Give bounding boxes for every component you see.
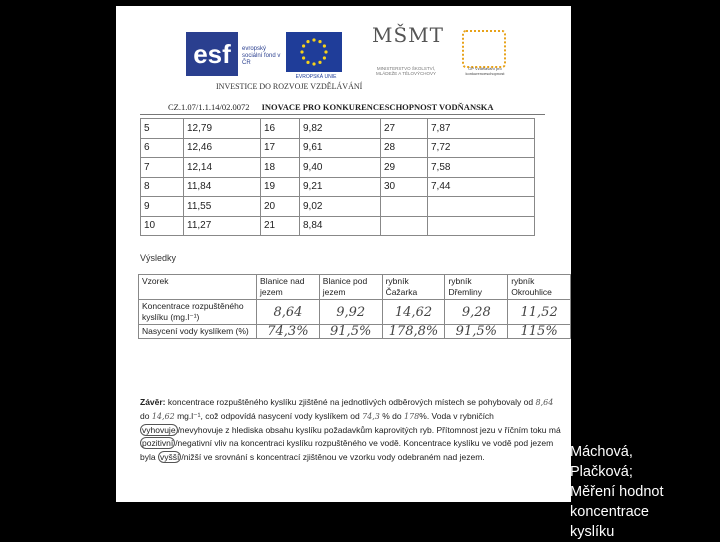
esf-logo: esf: [186, 32, 238, 76]
header-divider: [140, 114, 545, 115]
sample-index-cell: 8: [141, 177, 184, 197]
handwritten-value: 91,5%: [319, 325, 382, 339]
handwritten-value: 14,62: [382, 300, 445, 325]
results-concentration-row: [139, 300, 571, 325]
sample-index-cell: 29: [381, 158, 428, 178]
results-header-cell: Blanice pod jezem: [319, 275, 382, 300]
results-header-cell: Vzorek: [139, 275, 257, 300]
handwritten-value: 91,5%: [445, 325, 508, 339]
msmt-logo-text: MINISTERSTVO ŠKOLSTVÍ, MLÁDEŽE A TĚLOVÝCHOVY: [376, 66, 436, 76]
measurement-row: [141, 158, 535, 178]
sample-index-cell: 20: [261, 197, 300, 217]
sample-index-cell: 27: [381, 119, 428, 139]
conclusion-text: mg.l⁻¹, což odpovídá nasycení vody kyslíkem od: [174, 410, 363, 421]
project-title: INOVACE PRO KONKURENCESCHOPNOST VODŇANSKA: [261, 102, 494, 112]
concentration-cell: 7,87: [428, 119, 535, 139]
eu-logo-text: EVROPSKÁ UNIE: [295, 74, 337, 80]
project-number: CZ.1.07/1.1.14/02.0072: [168, 102, 250, 112]
concentration-cell: 8,84: [300, 216, 381, 236]
sample-index-cell: [381, 197, 428, 217]
handwritten-value: 178,8%: [382, 325, 445, 339]
results-saturation-row: [139, 325, 571, 339]
sample-index-cell: 21: [261, 216, 300, 236]
handwritten-value: 115%: [508, 325, 571, 339]
conclusion-paragraph: [140, 396, 564, 465]
project-line: [168, 102, 494, 112]
results-header-cell: rybník Okrouhlice: [508, 275, 571, 300]
handwritten-value: 8,64: [257, 300, 320, 325]
sample-index-cell: 10: [141, 216, 184, 236]
caption-line: kyslíku: [570, 524, 615, 540]
measurement-row: [141, 177, 535, 197]
caption-line: koncentrace: [570, 504, 649, 520]
conclusion-text: /negativní vliv na koncentraci kyslíku rozpuštěného ve vodě. Koncentrace kyslíku ve vodě pod jezem byla: [140, 438, 554, 463]
concentration-cell: 7,58: [428, 158, 535, 178]
circled-choice: vyhovuje: [142, 424, 176, 435]
conclusion-text: /nižší ve srovnání s koncentrací zjištěnou ve vzorku vody odebraném nad jezem.: [181, 452, 485, 463]
op-logo-icon: [462, 30, 506, 68]
caption-line: Máchová,: [570, 444, 633, 460]
esf-logo-text: evropský sociální fond v ČR: [242, 46, 281, 66]
measurement-row: [141, 197, 535, 217]
results-table: [138, 274, 571, 339]
concentration-cell: 12,79: [184, 119, 261, 139]
conclusion-text: %. Voda v rybničích: [419, 410, 494, 421]
measurement-row: [141, 119, 535, 139]
concentration-cell: [428, 216, 535, 236]
op-logo-text: OP Vzdělávání pro konkurenceschopnost: [465, 66, 505, 76]
sample-index-cell: 19: [261, 177, 300, 197]
sample-index-cell: [381, 216, 428, 236]
handwritten-fill: 14,62: [151, 411, 175, 421]
concentration-cell: 9,21: [300, 177, 381, 197]
concentration-cell: 11,55: [184, 197, 261, 217]
conclusion-text: /nevyhovuje z hlediska obsahu kyslíku požadavkům kaprovitých ryb. Přítomnost jezu v říčním toku má: [177, 424, 561, 435]
scanned-document: [116, 6, 571, 502]
sample-index-cell: 30: [381, 177, 428, 197]
handwritten-fill: 8,64: [535, 398, 554, 407]
conclusion-text: do: [140, 410, 152, 421]
measurement-row: [141, 138, 535, 158]
concentration-cell: 11,27: [184, 216, 261, 236]
handwritten-value: 11,52: [508, 300, 571, 325]
eu-flag-icon: [286, 32, 342, 72]
circled-choice: pozitivní: [142, 438, 174, 449]
results-header-row: [139, 275, 571, 300]
results-header-cell: rybník Čažarka: [382, 275, 445, 300]
concentration-cell: [428, 197, 535, 217]
results-header-cell: rybník Dřemliny: [445, 275, 508, 300]
handwritten-value: 74,3%: [257, 325, 320, 339]
concentration-cell: 9,40: [300, 158, 381, 178]
sample-index-cell: 7: [141, 158, 184, 178]
sample-index-cell: 6: [141, 138, 184, 158]
conclusion-lead: Závěr:: [140, 397, 166, 407]
investice-heading: INVESTICE DO ROZVOJE VZDĚLÁVÁNÍ: [216, 82, 363, 91]
sample-index-cell: 16: [261, 119, 300, 139]
measurement-table: [140, 118, 535, 236]
concentration-cell: 9,02: [300, 197, 381, 217]
concentration-cell: 11,84: [184, 177, 261, 197]
handwritten-fill: 178: [403, 411, 420, 421]
conclusion-text: % do: [379, 410, 404, 421]
concentration-cell: 12,14: [184, 158, 261, 178]
circled-choice: vyšší: [159, 452, 180, 463]
msmt-logo: MŠMT: [372, 23, 444, 47]
results-label: Výsledky: [140, 253, 177, 263]
concentration-cell: 7,44: [428, 177, 535, 197]
sample-index-cell: 17: [261, 138, 300, 158]
handwritten-value: 9,92: [319, 300, 382, 325]
caption-line: Měření hodnot: [570, 484, 664, 500]
sample-index-cell: 28: [381, 138, 428, 158]
concentration-cell: 7,72: [428, 138, 535, 158]
sample-index-cell: 9: [141, 197, 184, 217]
sample-index-cell: 18: [261, 158, 300, 178]
eu-stars-icon: [286, 32, 342, 72]
logo-bar: [186, 23, 526, 84]
concentration-cell: 9,82: [300, 119, 381, 139]
handwritten-fill: 74,3: [362, 411, 380, 421]
measurement-row: [141, 216, 535, 236]
concentration-cell: 12,46: [184, 138, 261, 158]
slide-caption: [570, 442, 720, 542]
sample-index-cell: 5: [141, 119, 184, 139]
handwritten-value: 9,28: [445, 300, 508, 325]
conclusion-text: koncentrace rozpuštěného kyslíku zjištěné na jednotlivých odběrových místech se pohybovaly od: [165, 397, 536, 407]
concentration-cell: 9,61: [300, 138, 381, 158]
results-header-cell: Blanice nad jezem: [257, 275, 320, 300]
caption-line: Plačková;: [570, 464, 633, 480]
results-row-label: Nasycení vody kyslíkem (%): [139, 325, 257, 339]
results-row-label: Koncentrace rozpuštěného kyslíku (mg.l⁻¹): [139, 300, 257, 325]
